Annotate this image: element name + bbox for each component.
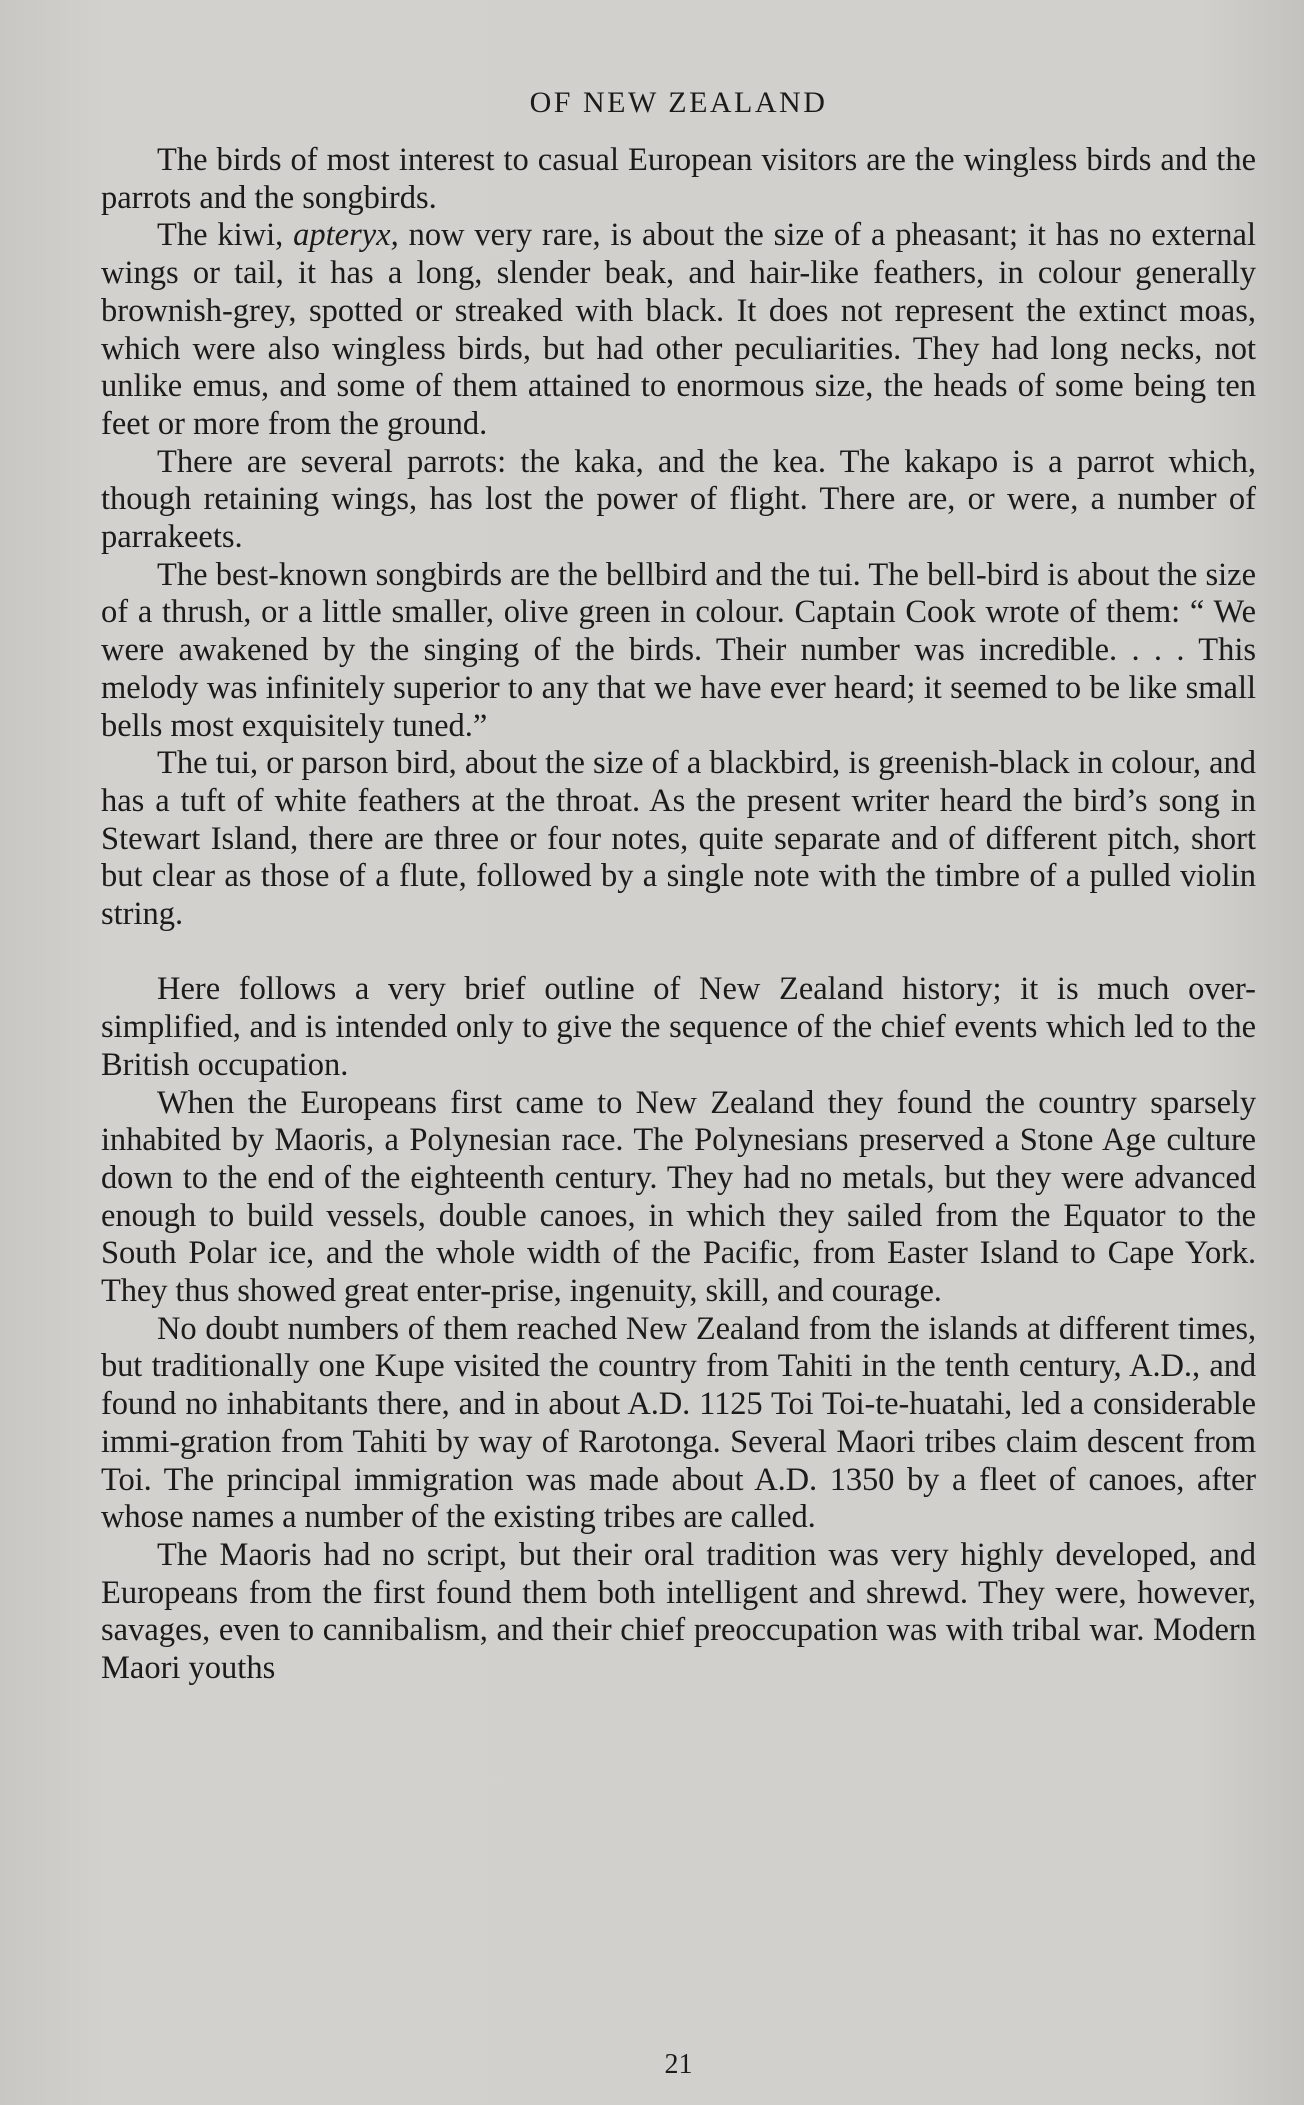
page-number: 21 bbox=[664, 2049, 693, 2080]
paragraph-tui: The tui, or parson bird, about the size of a blackbird, is greenish-black in colour, and has a tuft of white feathers at the throat. As the present writer heard the bird’s song in Stewart Island, there are three or four notes, quite separate and of different pitch, short but clear as those of a flute, followed by a single note with the timbre of a pulled violin string. bbox=[101, 745, 1256, 933]
paragraph-parrots: There are several parrots: the kaka, and the kea. The kakapo is a parrot which, though retaining wings, has lost the power of flight. There are, or were, a number of parrakeets. bbox=[101, 443, 1256, 556]
apteryx-term: apteryx, bbox=[293, 217, 399, 254]
paragraph-kiwi bbox=[101, 217, 1256, 443]
paragraph-birds-intro: The birds of most interest to casual European visitors are the wingless birds and the parrots and the songbirds. bbox=[101, 142, 1256, 216]
paragraph-history-intro: Here follows a very brief outline of New Zealand history; it is much over-simplified, and is intended only to give the sequence of the chief events which led to the British occupation. bbox=[101, 971, 1256, 1083]
section-break bbox=[101, 934, 1256, 972]
paragraph-polynesians: When the Europeans first came to New Zealand they found the country sparsely inhabited by Maoris, a Polynesian race. The Polynesians preserved a Stone Age culture down to the end of the eighteenth century. They had no metals, but they were advanced enough to build vessels, double canoes, in which they sailed from the Equator to the South Polar ice, and the whole width of the Pacific, from Easter Island to Cape York. They thus showed great enter-prise, ingenuity, skill, and courage. bbox=[101, 1084, 1256, 1310]
paragraph-migrations: No doubt numbers of them reached New Zealand from the islands at different times, but traditionally one Kupe visited the country from Tahiti in the tenth century, A.D., and found no inhabitants there, and in about A.D. 1125 Toi Toi-te-huatahi, led a considerable immi-gration from Tahiti by way of Rarotonga. Several Maori tribes claim descent from Toi. The principal immigration was made about A.D. 1350 by a fleet of canoes, after whose names a number of the existing tribes are called. bbox=[101, 1310, 1256, 1536]
paragraph-maori-tradition: The Maoris had no script, but their oral tradition was very highly developed, and Europeans from the first found them both intelligent and shrewd. They were, however, savages, even to cannibalism, and their chief preoccupation was with tribal war. Modern Maori youths bbox=[101, 1537, 1256, 1687]
book-page bbox=[101, 78, 1256, 2080]
kiwi-text-start: The kiwi, bbox=[157, 217, 294, 254]
kiwi-text-rest: now very rare, is about the size of a pheasant; it has no external wings or tail, it has a long, slender beak, and hair-like feathers, in colour generally brownish-grey, spotted or streaked with black. It does not represent the extinct moas, which were also wingless birds, but had other peculiarities. They had long necks, not unlike emus, and some of them attained to enormous size, the heads of some being ten feet or more from the ground. bbox=[101, 217, 1256, 442]
body-text bbox=[101, 142, 1256, 1688]
running-head: OF NEW ZEALAND bbox=[529, 86, 828, 119]
paragraph-bellbird: The best-known songbirds are the bellbird and the tui. The bell-bird is about the size of a thrush, or a little smaller, olive green in colour. Captain Cook wrote of them: “ We were awakened by the singing of the birds. Their number was incredible. . . . This melody was infinitely superior to any that we have ever heard; it seemed to be like small bells most exquisitely tuned.” bbox=[101, 556, 1256, 744]
